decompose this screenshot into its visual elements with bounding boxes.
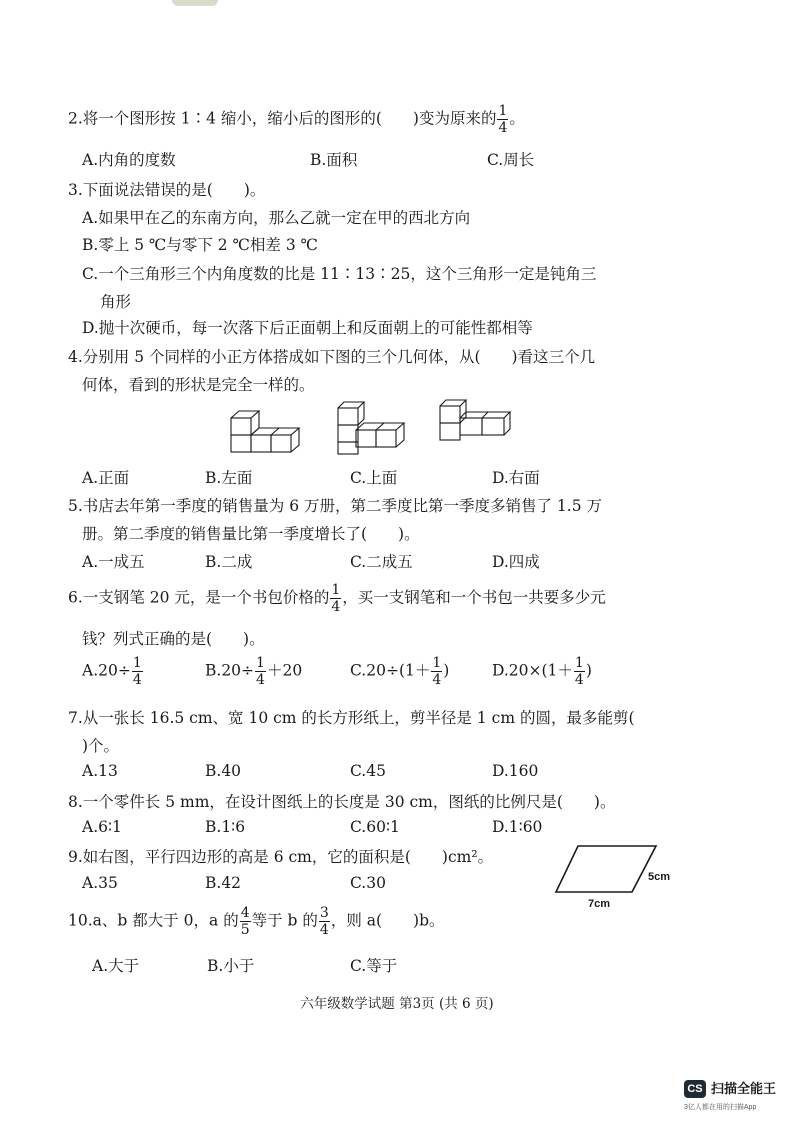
question-6-line1: 6.一支钢笔 20 元，是一个书包价格的 $\frac{1}{4}$ ，买一支钢笔和一个书包一共要多少元 xyxy=(68,582,606,615)
q6-option-a: A.20÷ $\frac{1}{4}$ xyxy=(82,655,142,688)
q2-option-a: A.内角的度数 xyxy=(82,151,176,169)
q6-option-c: C.20÷(1＋ $\frac{1}{4}$ ) xyxy=(350,655,450,688)
q3-option-a: A.如果甲在乙的东南方向，那么乙就一定在甲的西北方向 xyxy=(82,209,471,227)
q5-option-c: C.二成五 xyxy=(350,553,413,571)
question-5-line2: 册。第二季度的销售量比第一季度增长了( )。 xyxy=(82,525,420,543)
parallelogram-shape xyxy=(556,846,656,892)
q6-option-b: B.20÷ $\frac{1}{4}$ ＋20 xyxy=(205,655,303,688)
question-10: 10.a、b 都大于 0，a 的 $\frac{4}{5}$ 等于 b 的 $\frac{3}{4}$ ，则 a( )b。 xyxy=(68,905,445,938)
q8-option-c: C.60∶1 xyxy=(350,818,400,836)
fraction: $\frac{1}{4}$ xyxy=(498,103,508,136)
q10-option-c: C.等于 xyxy=(350,957,398,975)
q9-option-b: B.42 xyxy=(205,874,242,892)
q8-option-a: A.6∶1 xyxy=(82,818,122,836)
cube-figure-2 xyxy=(338,402,404,454)
cube-figure-1 xyxy=(231,411,299,452)
question-7-line2: )个。 xyxy=(82,737,120,755)
q3-option-d: D.抛十次硬币，每一次落下后正面朝上和反面朝上的可能性都相等 xyxy=(82,319,533,337)
q8-option-d: D.1∶60 xyxy=(492,818,543,836)
q10-option-b: B.小于 xyxy=(207,957,255,975)
fraction: $\frac{1}{4}$ xyxy=(331,582,341,615)
question-6-line2: 钱？列式正确的是( )。 xyxy=(82,630,265,648)
side-length-label: 5cm xyxy=(648,871,671,883)
question-4-line1: 4.分别用 5 个同样的小正方体搭成如下图的三个几何体，从( )看这三个几 xyxy=(68,348,596,366)
q5-option-b: B.二成 xyxy=(205,553,253,571)
q7-option-d: D.160 xyxy=(492,762,539,780)
question-9: 9.如右图，平行四边形的高是 6 cm，它的面积是( )cm²。 xyxy=(68,848,494,866)
q4-option-a: A.正面 xyxy=(82,469,130,487)
q4-option-d: D.右面 xyxy=(492,469,540,487)
question-4-line2: 何体，看到的形状是完全一样的。 xyxy=(82,376,315,394)
q4-option-c: C.上面 xyxy=(350,469,398,487)
q9-option-c: C.30 xyxy=(350,874,386,892)
question-8: 8.一个零件长 5 mm，在设计图纸上的长度是 30 cm，图纸的比例尺是( )。 xyxy=(68,793,616,811)
scanner-tagline: 3亿人都在用的扫描App xyxy=(684,1104,757,1111)
q7-option-c: C.45 xyxy=(350,762,386,780)
q5-option-a: A.一成五 xyxy=(82,553,145,571)
q9-option-a: A.35 xyxy=(82,874,118,892)
question-2-text: 2.将一个图形按 1∶4 缩小，缩小后的图形的( )变为原来的 xyxy=(68,109,497,128)
q7-option-a: A.13 xyxy=(82,762,118,780)
scanner-app-name: 扫描全能王 xyxy=(711,1081,777,1096)
cube-figures xyxy=(226,398,526,458)
q2-option-b: B.面积 xyxy=(310,151,358,169)
fraction: $\frac{4}{5}$ xyxy=(240,905,250,938)
camscanner-logo-icon: CS xyxy=(684,1080,706,1098)
q3-option-c-continued: 角形 xyxy=(100,293,132,311)
q4-option-b: B.左面 xyxy=(205,469,253,487)
q10-option-a: A.大于 xyxy=(92,957,140,975)
question-7-line1: 7.从一张长 16.5 cm、宽 10 cm 的长方形纸上，剪半径是 1 cm 的圆，最多能剪( xyxy=(68,709,635,727)
fraction: $\frac{3}{4}$ xyxy=(319,905,329,938)
base-length-label: 7cm xyxy=(588,898,611,910)
q5-option-d: D.四成 xyxy=(492,553,540,571)
q8-option-b: B.1∶6 xyxy=(205,818,246,836)
page-footer: 六年级数学试题 第3页 (共 6 页) xyxy=(300,996,494,1012)
question-2: 2.将一个图形按 1∶4 缩小，缩小后的图形的( )变为原来的 $\frac{1}{4}$ 。 xyxy=(68,103,525,136)
cube-figure-3 xyxy=(440,400,510,440)
q3-option-c: C.一个三角形三个内角度数的比是 11∶13∶25，这个三角形一定是钝角三 xyxy=(82,265,597,283)
q3-option-b: B.零上 5 ℃与零下 2 ℃相差 3 ℃ xyxy=(82,236,318,254)
question-3-stem: 3.下面说法错误的是( )。 xyxy=(68,181,266,199)
question-5-line1: 5.书店去年第一季度的销售量为 6 万册，第二季度比第一季度多销售了 1.5 万 xyxy=(68,497,603,515)
scan-artifact xyxy=(172,0,218,6)
q6-option-d: D.20×(1＋ $\frac{1}{4}$ ) xyxy=(492,655,592,688)
q7-option-b: B.40 xyxy=(205,762,242,780)
q2-option-c: C.周长 xyxy=(487,151,535,169)
